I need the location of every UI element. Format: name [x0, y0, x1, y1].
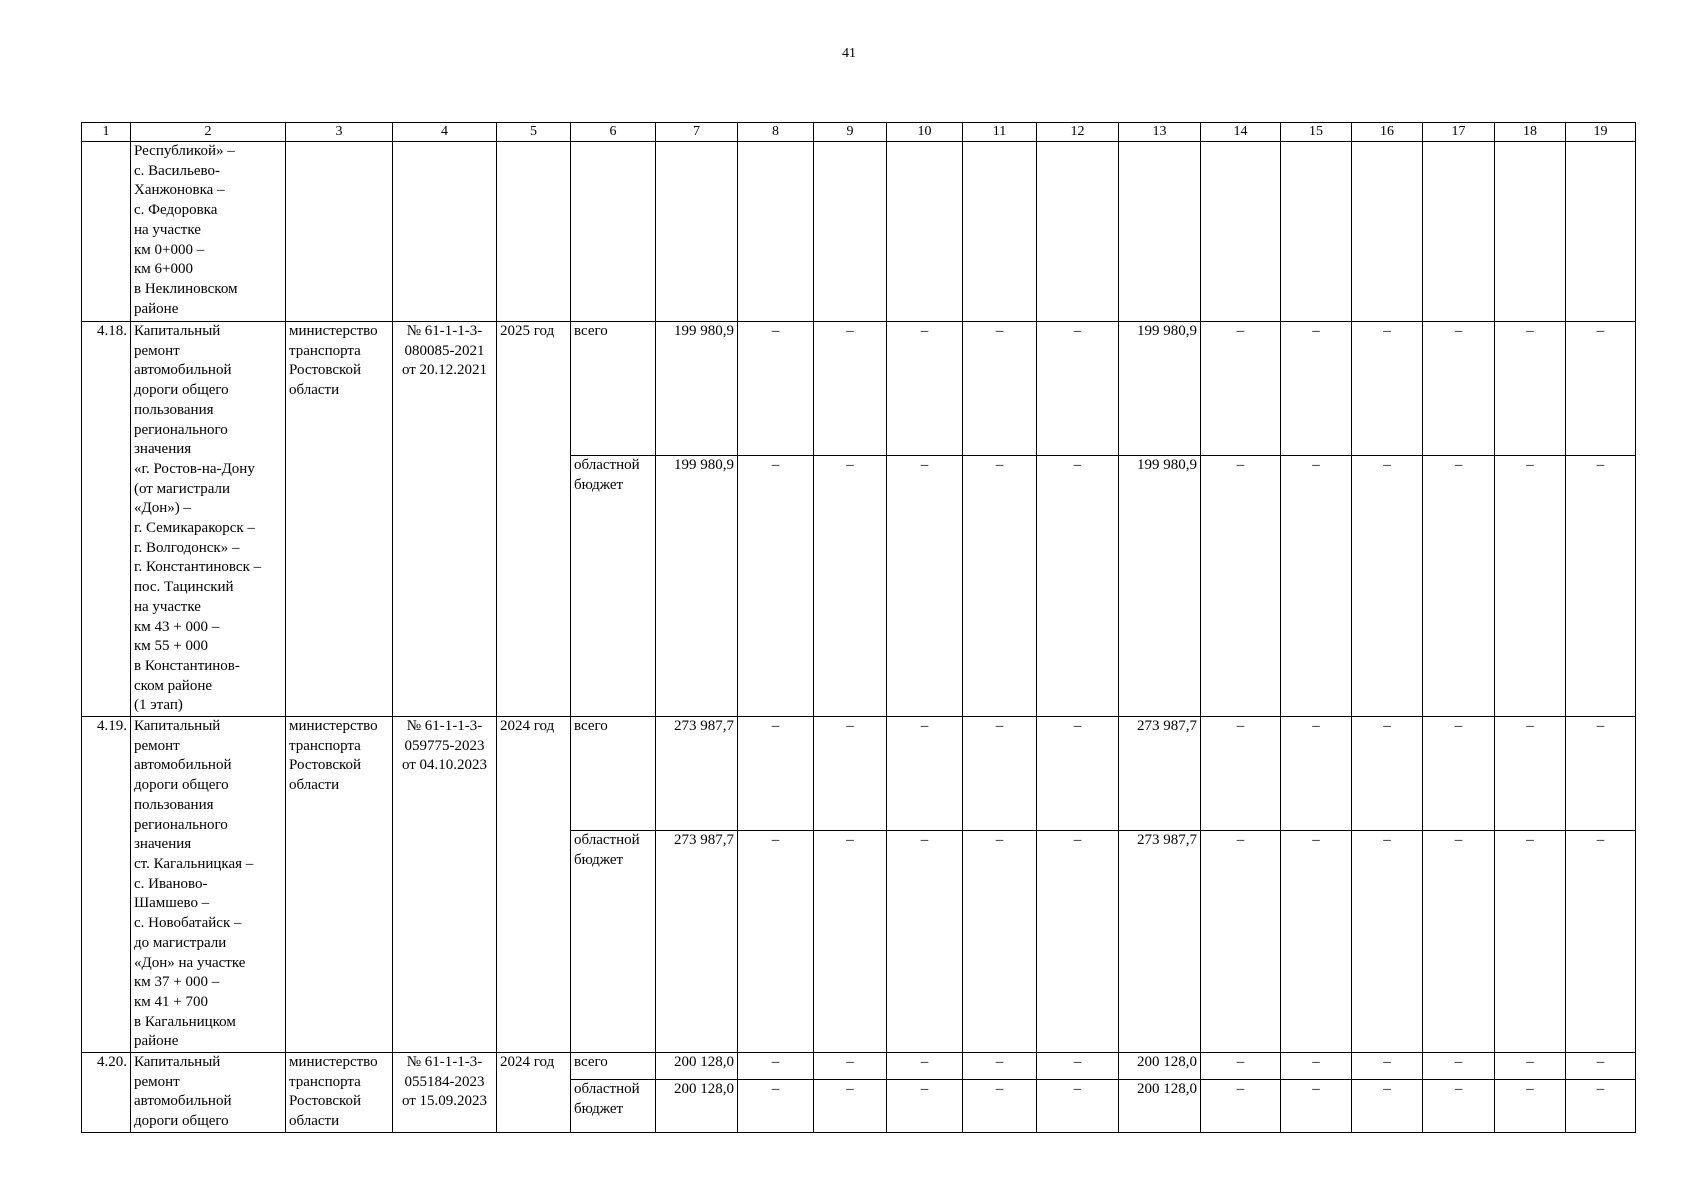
cell-col14: –: [1201, 717, 1281, 831]
cell-executor: министерство транспорта Ростовской области: [286, 717, 393, 1053]
cell-document: № 61-1-1-3- 055184-2023 от 15.09.2023: [393, 1053, 497, 1133]
cell-col14: –: [1201, 830, 1281, 1052]
header-col-1: 1: [82, 123, 131, 142]
cell-col16: –: [1352, 322, 1423, 456]
cell-col9: –: [814, 830, 887, 1052]
cell-col19: –: [1566, 1080, 1636, 1133]
cell-col18: –: [1495, 1053, 1566, 1080]
cell-col8: –: [738, 322, 814, 456]
cell-name: Республикой» – с. Васильево- Ханжоновка – с. Федоровка на участке км 0+000 – км 6+000 в Неклиновском районе: [131, 142, 286, 322]
cell-col18: –: [1495, 1080, 1566, 1133]
cell-year: 2024 год: [497, 1053, 571, 1133]
cell-document: № 61-1-1-3- 059775-2023 от 04.10.2023: [393, 717, 497, 1053]
cell-col18: –: [1495, 717, 1566, 831]
cell-col14: –: [1201, 455, 1281, 716]
cell-col12: –: [1037, 455, 1119, 716]
cell-col11: –: [963, 322, 1037, 456]
cell-col17: –: [1423, 455, 1495, 716]
cell-col10: –: [887, 717, 963, 831]
cell-col10: –: [887, 830, 963, 1052]
table-row: [82, 1053, 1636, 1080]
cell-col9: –: [814, 322, 887, 456]
cell-col16: –: [1352, 830, 1423, 1052]
cell-col7: 273 987,7: [656, 717, 738, 831]
header-col-8: 8: [738, 123, 814, 142]
cell-col8: –: [738, 1053, 814, 1080]
cell-source: областной бюджет: [571, 455, 656, 716]
header-col-4: 4: [393, 123, 497, 142]
cell-col15: –: [1281, 717, 1352, 831]
cell-col12: –: [1037, 1080, 1119, 1133]
cell-col9: –: [814, 717, 887, 831]
cell-col15: –: [1281, 322, 1352, 456]
cell-col11: –: [963, 830, 1037, 1052]
header-col-14: 14: [1201, 123, 1281, 142]
cell-source: всего: [571, 717, 656, 831]
cell-document: № 61-1-1-3- 080085-2021 от 20.12.2021: [393, 322, 497, 717]
cell-col14: –: [1201, 1080, 1281, 1133]
cell-col10: –: [887, 455, 963, 716]
cell-col11: –: [963, 717, 1037, 831]
header-col-17: 17: [1423, 123, 1495, 142]
cell-source: областной бюджет: [571, 830, 656, 1052]
header-col-18: 18: [1495, 123, 1566, 142]
cell-col9: –: [814, 1053, 887, 1080]
table-body: [82, 123, 1636, 1133]
cell-year: 2025 год: [497, 322, 571, 717]
header-col-11: 11: [963, 123, 1037, 142]
cell-col16: –: [1352, 1080, 1423, 1133]
header-col-7: 7: [656, 123, 738, 142]
cell-col8: –: [738, 717, 814, 831]
cell-col19: –: [1566, 717, 1636, 831]
cell-source: всего: [571, 1053, 656, 1080]
cell-col10: –: [887, 322, 963, 456]
cell-col12: –: [1037, 830, 1119, 1052]
cell-col16: –: [1352, 717, 1423, 831]
cell-col15: –: [1281, 1080, 1352, 1133]
cell-index: 4.20.: [82, 1053, 131, 1133]
cell-col13: 199 980,9: [1119, 455, 1201, 716]
continuation-row: [82, 142, 1636, 322]
cell-col13: 273 987,7: [1119, 717, 1201, 831]
cell-col12: –: [1037, 1053, 1119, 1080]
header-col-10: 10: [887, 123, 963, 142]
cell-col17: –: [1423, 1053, 1495, 1080]
cell-col19: –: [1566, 322, 1636, 456]
budget-table: [81, 122, 1636, 1133]
cell-col7: 200 128,0: [656, 1053, 738, 1080]
cell-col7: 200 128,0: [656, 1080, 738, 1133]
cell-name: Капитальный ремонт автомобильной дороги общего пользования регионального значения ст. Кагальницкая – с. Иваново- Шамшево – с. Новобатайск – до магистрали «Дон» на участке км 37 + 000 – км 41 + 700 в Кагальницком районе: [131, 717, 286, 1053]
cell-col8: –: [738, 455, 814, 716]
cell-col18: –: [1495, 455, 1566, 716]
cell-col10: –: [887, 1080, 963, 1133]
cell-executor: министерство транспорта Ростовской области: [286, 1053, 393, 1133]
cell-col19: –: [1566, 455, 1636, 716]
cell-name: Капитальный ремонт автомобильной дороги общего: [131, 1053, 286, 1133]
cell-source: всего: [571, 322, 656, 456]
cell-col19: –: [1566, 1053, 1636, 1080]
cell-col17: –: [1423, 322, 1495, 456]
cell-col16: –: [1352, 455, 1423, 716]
cell-col15: –: [1281, 455, 1352, 716]
cell-col17: –: [1423, 1080, 1495, 1133]
cell-index: [82, 142, 131, 322]
cell-col11: –: [963, 1053, 1037, 1080]
cell-col12: –: [1037, 322, 1119, 456]
header-col-5: 5: [497, 123, 571, 142]
cell-executor: министерство транспорта Ростовской области: [286, 322, 393, 717]
cell-index: 4.18.: [82, 322, 131, 717]
cell-col9: –: [814, 1080, 887, 1133]
cell-col17: –: [1423, 717, 1495, 831]
cell-col17: –: [1423, 830, 1495, 1052]
cell-col13: 273 987,7: [1119, 830, 1201, 1052]
cell-source: областной бюджет: [571, 1080, 656, 1133]
cell-col14: –: [1201, 322, 1281, 456]
cell-col13: 199 980,9: [1119, 322, 1201, 456]
cell-col13: 200 128,0: [1119, 1053, 1201, 1080]
cell-col7: 273 987,7: [656, 830, 738, 1052]
cell-col10: –: [887, 1053, 963, 1080]
cell-index: 4.19.: [82, 717, 131, 1053]
header-col-9: 9: [814, 123, 887, 142]
cell-name: Капитальный ремонт автомобильной дороги общего пользования регионального значения «г. Ростов-на-Дону (от магистрали «Дон») – г. Семикаракорск – г. Волгодонск» – г. Константиновск – пос. Тацинский на участке км 43 + 000 – км 55 + 000 в Константинов- ском районе (1 этап): [131, 322, 286, 717]
cell-col16: –: [1352, 1053, 1423, 1080]
cell-col8: –: [738, 830, 814, 1052]
cell-col12: –: [1037, 717, 1119, 831]
header-col-2: 2: [131, 123, 286, 142]
header-col-13: 13: [1119, 123, 1201, 142]
header-col-15: 15: [1281, 123, 1352, 142]
page-number: 41: [842, 46, 856, 61]
cell-col9: –: [814, 455, 887, 716]
cell-col13: 200 128,0: [1119, 1080, 1201, 1133]
header-row: [82, 123, 1636, 142]
cell-col14: –: [1201, 1053, 1281, 1080]
table-row: [82, 717, 1636, 831]
header-col-16: 16: [1352, 123, 1423, 142]
table-row: [82, 322, 1636, 456]
cell-col11: –: [963, 455, 1037, 716]
header-col-3: 3: [286, 123, 393, 142]
cell-col19: –: [1566, 830, 1636, 1052]
cell-col15: –: [1281, 830, 1352, 1052]
cell-col7: 199 980,9: [656, 455, 738, 716]
cell-col7: 199 980,9: [656, 322, 738, 456]
header-col-12: 12: [1037, 123, 1119, 142]
cell-col8: –: [738, 1080, 814, 1133]
header-col-19: 19: [1566, 123, 1636, 142]
cell-year: 2024 год: [497, 717, 571, 1053]
cell-col11: –: [963, 1080, 1037, 1133]
header-col-6: 6: [571, 123, 656, 142]
cell-col18: –: [1495, 322, 1566, 456]
cell-col15: –: [1281, 1053, 1352, 1080]
cell-col18: –: [1495, 830, 1566, 1052]
